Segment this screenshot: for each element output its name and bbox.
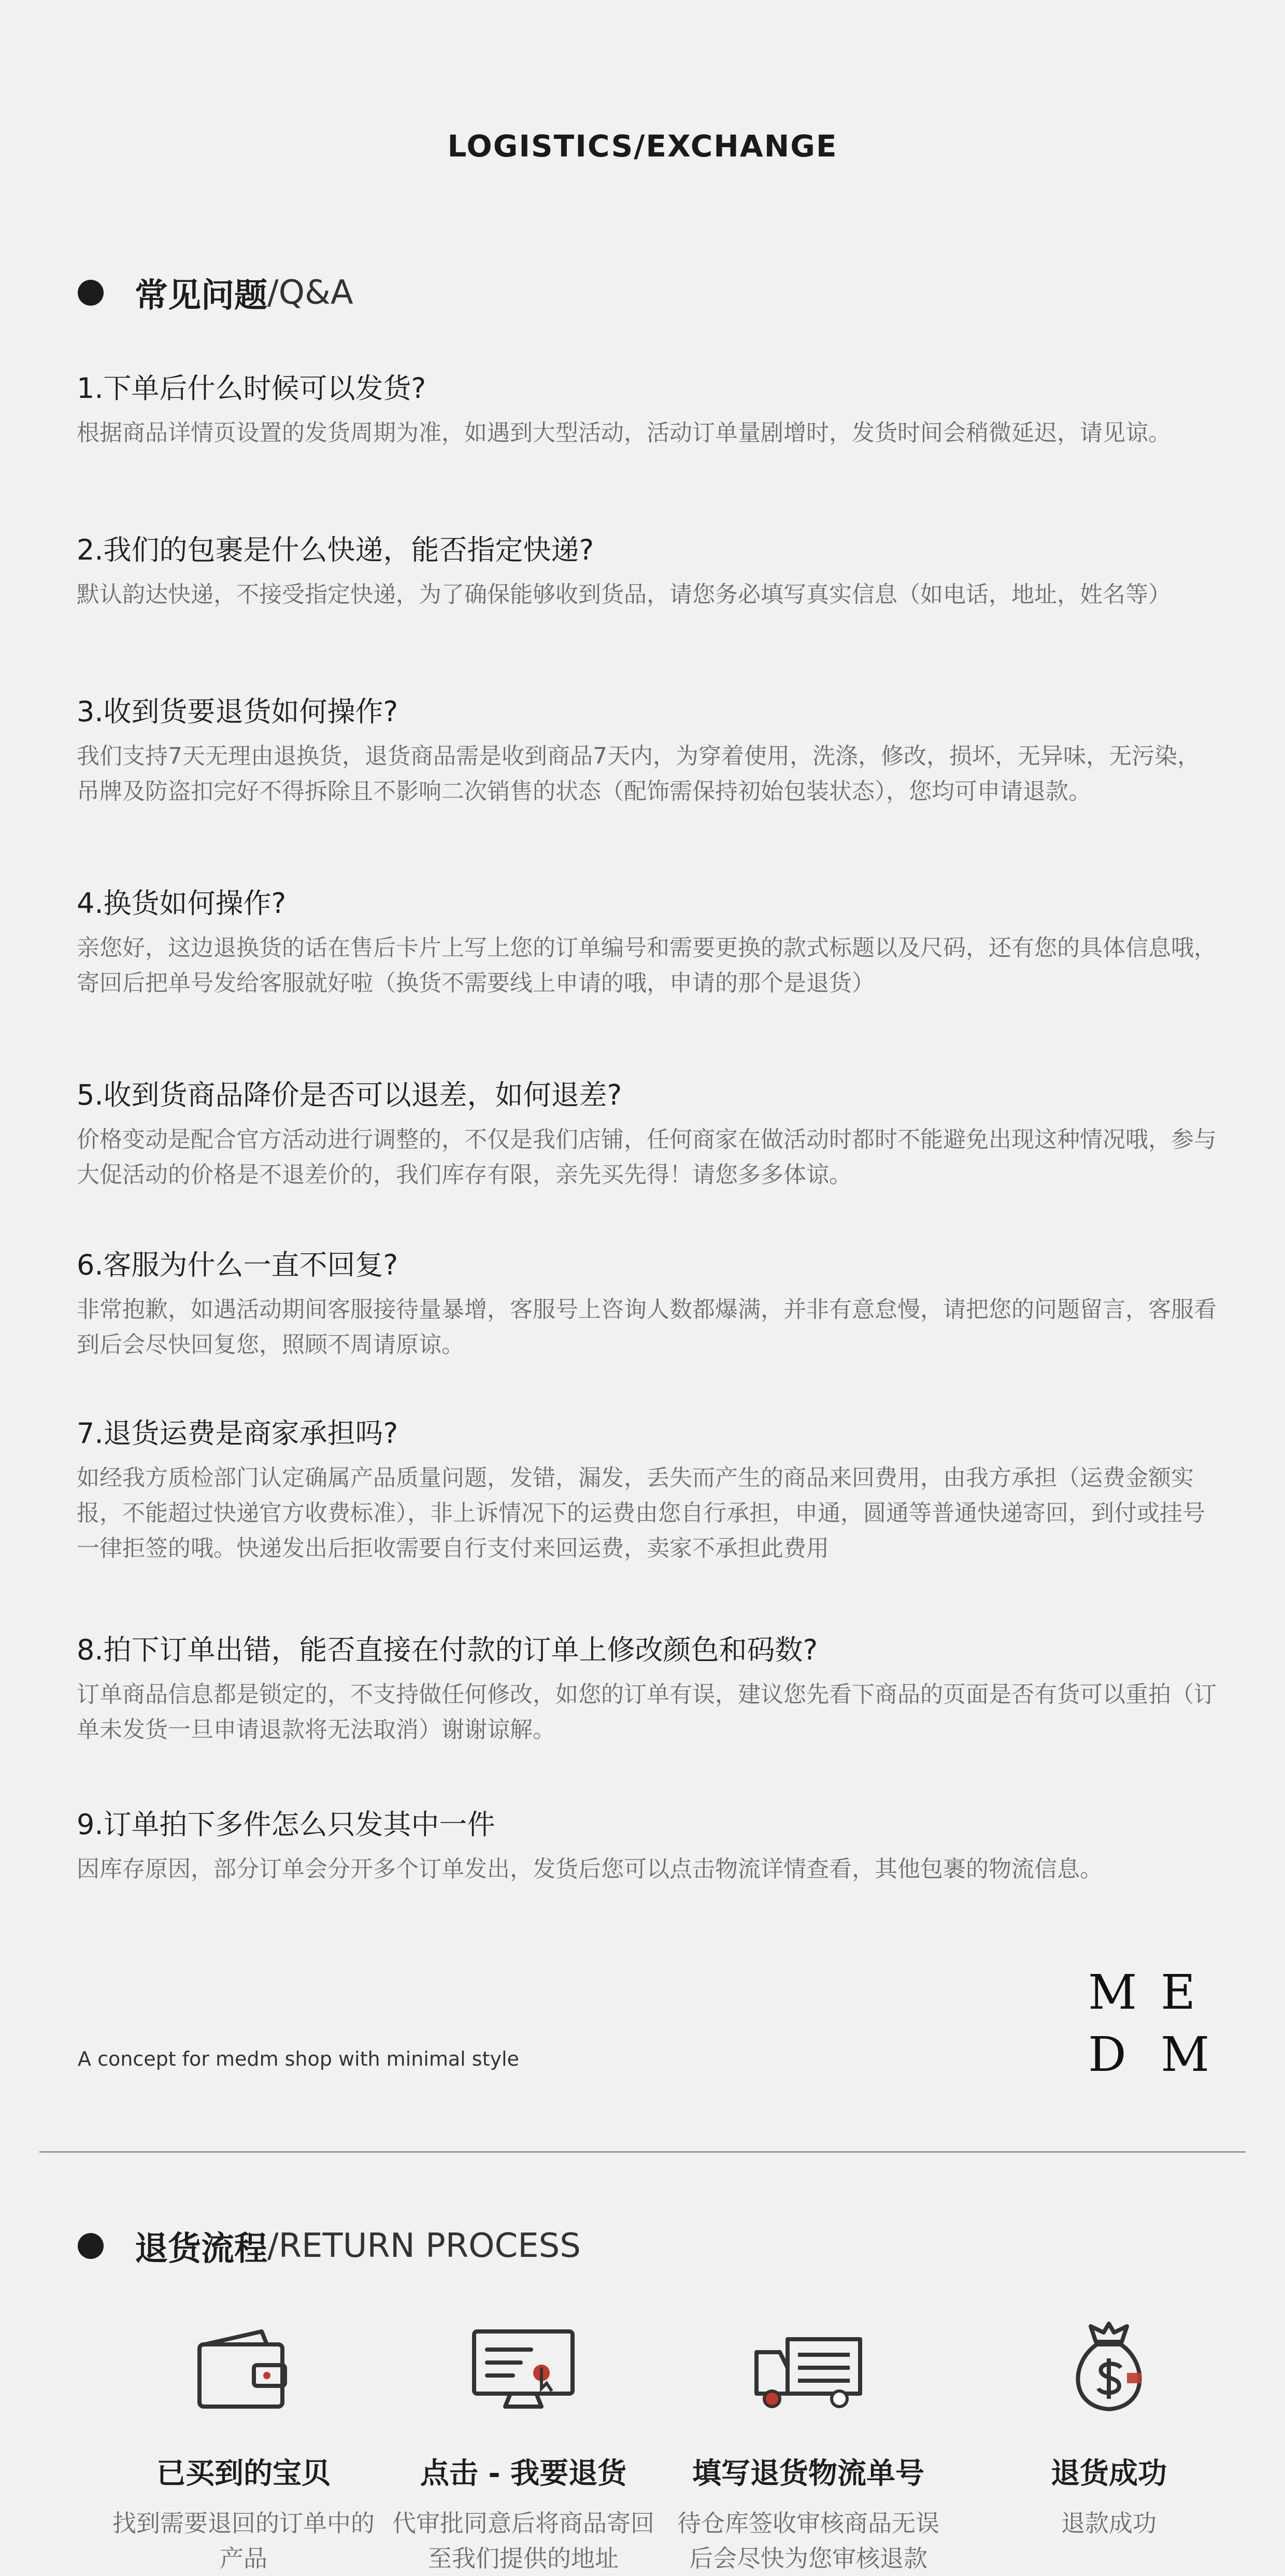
qa-section-heading bbox=[78, 269, 353, 316]
page-title: LOGISTICS/EXCHANGE bbox=[447, 128, 838, 164]
return-title-en: /RETURN PROCESS bbox=[267, 2227, 581, 2265]
faq-question: 2.我们的包裹是什么快递，能否指定快递? bbox=[77, 534, 594, 566]
step-3 bbox=[674, 2316, 943, 2576]
faq-answer: 如经我方质检部门认定确属产品质量问题，发错，漏发，丢失而产生的商品来回费用，由我方承担（运费金额实报，不能超过快递官方收费标准），非上诉情况下的运费由您自行承担，申通，圆通等普通快递寄回，到付或挂号一律拒签的哦。快递发出后拒收需要自行支付来回运费，卖家不承担此费用 bbox=[77, 1465, 1205, 1562]
step-desc: 代审批同意后将商品寄回至我们提供的地址 bbox=[392, 2509, 654, 2572]
faq-item-3 bbox=[77, 691, 1217, 809]
faq-answer: 因库存原因，部分订单会分开多个订单发出，发货后您可以点击物流详情查看，其他包裹的物流信息。 bbox=[77, 1856, 1103, 1882]
faq-answer: 非常抱歉，如遇活动期间客服接待量暴增，客服号上咨询人数都爆满，并非有意怠慢，请把您的问题留言，客服看到后会尽快回复您，照顾不周请原谅。 bbox=[77, 1296, 1217, 1358]
logo-letter: E bbox=[1161, 1965, 1196, 2020]
faq-item-7 bbox=[77, 1413, 1217, 1566]
faq-answer: 根据商品详情页设置的发货周期为准，如遇到大型活动，活动订单量剧增时，发货时间会稍微延迟，请见谅。 bbox=[77, 420, 1171, 446]
logo-letter: M bbox=[1161, 2027, 1210, 2082]
money-bag-icon bbox=[1049, 2316, 1168, 2420]
delivery-truck-icon bbox=[749, 2316, 868, 2420]
computer-click-icon bbox=[464, 2316, 583, 2420]
step-2 bbox=[389, 2316, 658, 2576]
faq-question: 9.订单拍下多件怎么只发其中一件 bbox=[77, 1808, 495, 1841]
qa-title-en: /Q&A bbox=[267, 274, 353, 312]
return-steps bbox=[0, 2316, 1285, 2570]
faq-question: 8.拍下订单出错，能否直接在付款的订单上修改颜色和码数? bbox=[77, 1634, 818, 1666]
step-title: 已买到的宝贝 bbox=[156, 2457, 331, 2491]
faq-question: 6.客服为什么一直不回复? bbox=[77, 1249, 398, 1281]
faq-question: 7.退货运费是商家承担吗? bbox=[77, 1417, 398, 1450]
step-4 bbox=[974, 2316, 1244, 2541]
faq-question: 1.下单后什么时候可以发货? bbox=[77, 372, 426, 405]
concept-tagline: A concept for medm shop with minimal style bbox=[78, 2048, 519, 2070]
logo-letter: M bbox=[1088, 1965, 1137, 2020]
faq-item-4 bbox=[77, 883, 1217, 1001]
step-title: 退货成功 bbox=[1051, 2457, 1167, 2491]
faq-item-6 bbox=[77, 1244, 1217, 1363]
step-desc: 待仓库签收审核商品无误后会尽快为您审核退款 bbox=[677, 2509, 939, 2572]
faq-question: 4.换货如何操作? bbox=[77, 887, 287, 920]
faq-answer: 价格变动是配合官方活动进行调整的，不仅是我们店铺，任何商家在做活动时都时不能避免出现这种情况哦，参与大促活动的价格是不退差价的，我们库存有限，亲先买先得！请您多多体谅。 bbox=[77, 1126, 1217, 1188]
faq-item-1 bbox=[77, 368, 1217, 451]
faq-item-8 bbox=[77, 1629, 1217, 1748]
faq-item-9 bbox=[77, 1804, 1217, 1887]
logo-letter: D bbox=[1088, 2027, 1126, 2082]
step-title: 点击 - 我要退货 bbox=[420, 2457, 627, 2491]
bullet-dot-icon bbox=[78, 280, 104, 306]
faq-question: 5.收到货商品降价是否可以退差，如何退差? bbox=[77, 1079, 622, 1111]
step-title: 填写退货物流单号 bbox=[692, 2457, 924, 2491]
step-desc: 找到需要退回的订单中的产品 bbox=[112, 2509, 375, 2572]
faq-answer: 亲您好，这边退换货的话在售后卡片上写上您的订单编号和需要更换的款式标题以及尺码，还有您的具体信息哦，寄回后把单号发给客服就好啦（换货不需要线上申请的哦，申请的那个是退货） bbox=[77, 935, 1217, 996]
return-section-heading bbox=[78, 2223, 581, 2269]
faq-answer: 默认韵达快递，不接受指定快递，为了确保能够收到货品，请您务必填写真实信息（如电话，地址，姓名等） bbox=[77, 581, 1171, 608]
bullet-dot-icon bbox=[78, 2233, 104, 2259]
faq-answer: 我们支持7天无理由退换货，退货商品需是收到商品7天内，为穿着使用，洗涤，修改，损坏，无异味，无污染，吊牌及防盗扣完好不得拆除且不影响二次销售的状态（配饰需保持初始包装状态），您均可申请退款。 bbox=[77, 743, 1200, 805]
faq-item-2 bbox=[77, 529, 1217, 612]
step-desc: 退款成功 bbox=[1061, 2509, 1156, 2537]
faq-answer: 订单商品信息都是锁定的，不支持做任何修改，如您的订单有误，建议您先看下商品的页面是否有货可以重拍（订单未发货一旦申请退款将无法取消）谢谢谅解。 bbox=[77, 1681, 1217, 1743]
return-title-cn: 退货流程 bbox=[135, 2230, 267, 2268]
medm-logo bbox=[1083, 1964, 1210, 2083]
wallet-icon bbox=[184, 2316, 303, 2420]
faq-question: 3.收到货要退货如何操作? bbox=[77, 695, 398, 728]
section-divider bbox=[39, 2151, 1246, 2153]
faq-item-5 bbox=[77, 1075, 1217, 1193]
step-1 bbox=[109, 2316, 378, 2576]
qa-title-cn: 常见问题 bbox=[135, 277, 267, 315]
